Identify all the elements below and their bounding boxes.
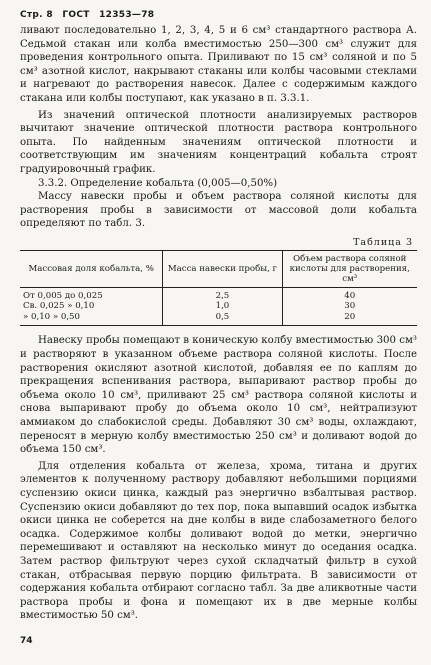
- header-number: 12353—78: [99, 10, 155, 20]
- paragraph-5: Навеску пробы помещают в коническую колбу вместимостью 300 см³ и растворяют в указанном объеме раствора соляной кислоты. После растворения окисляют азотной кислотой, добавляя ее по каплям до прекращения вспенивания раствора, выпаривают раствор пробы до объема около 10 см³, приливают 25 см³ раствора соляной кислоты и снова выпаривают пробу до объема около 10 см³, нейтрализуют аммиаком до слабокислой среды. Добавляют 30 см³ воды, охлаждают, переносят в мерную колбу вместимостью 250 см³ и доливают водой до объема 150 см³.: [20, 335, 417, 456]
- table-cell: 30: [282, 301, 417, 312]
- table-row: [20, 287, 417, 301]
- table-row: [20, 312, 417, 326]
- section-heading: 3.3.2. Определение кобальта (0,005—0,50%): [38, 177, 278, 189]
- page-header: [20, 10, 417, 20]
- page-number: 74: [20, 636, 33, 646]
- table-cell: 20: [282, 312, 417, 326]
- table-header-cell: Объем раствора соляной кислоты для растворения, см³: [282, 250, 417, 287]
- table-3: [20, 250, 417, 327]
- table-cell: 40: [282, 287, 417, 301]
- table-cell: 1,0: [163, 301, 282, 312]
- table-cell: От 0,005 до 0,025: [23, 290, 103, 301]
- paragraph-1: ливают последовательно 1, 2, 3, 4, 5 и 6 см³ стандартного раствора А. Седьмой стакан или колба вместимостью 250—300 см³ служит для проведения контрольного опыта. Приливают по 15 см³ соляной и по 5 см³ азотной кислот, накрывают стаканы или колбы часовыми стеклами и нагревают до растворения навесок. Далее с содержимым каждого стакана или колбы поступают, как указано в п. 3.3.1.: [20, 25, 417, 104]
- table-cell: 2,5: [163, 287, 282, 301]
- table-cell: 0,5: [163, 312, 282, 326]
- header-page: Стр. 8: [20, 10, 53, 20]
- paragraph-2: Из значений оптической плотности анализируемых растворов вычитают значение оптической плотности раствора контрольного опыта. По найденным значениям оптической плотности и соответствующим им значениям концентраций кобальта строят градуировочный график.: [20, 109, 417, 175]
- table-cell: Св. 0,025 » 0,10: [23, 301, 95, 312]
- paragraph-6: Для отделения кобальта от железа, хрома, титана и других элементов к полученному раствору добавляют небольшими порциями суспензию окиси цинка, каждый раз энергично взбалтывая раствор. Суспензию окиси добавляют до тех пор, пока выпавший осадок избытка окиси цинка не соберется на дне колбы в виде слабозаметного белого осадка. Содержимое колбы доливают водой до метки, энергично перемешивают и оставляют на несколько минут до оседания осадка. Затем раствор фильтруют через сухой складчатый фильтр в сухой стакан, отбрасывая первую порцию фильтрата. В зависимости от содержания кобальта отбирают согласно табл. За две аликвотные части раствора пробы и фона и помещают их в две мерные колбы вместимостью 50 см³.: [20, 460, 417, 622]
- table-cell: » 0,10 » 0,50: [20, 312, 163, 326]
- table-header-cell: Масса навески пробы, г: [163, 250, 282, 287]
- table-row: [20, 301, 417, 312]
- paragraph-4: Массу навески пробы и объем раствора соляной кислоты для растворения пробы в зависимости от массовой доли кобальта определяют по табл. 3.: [20, 191, 417, 230]
- table-caption: Таблица 3: [353, 236, 413, 248]
- table-header-cell: Массовая доля кобальта, %: [20, 250, 163, 287]
- header-gost: ГОСТ: [62, 10, 90, 20]
